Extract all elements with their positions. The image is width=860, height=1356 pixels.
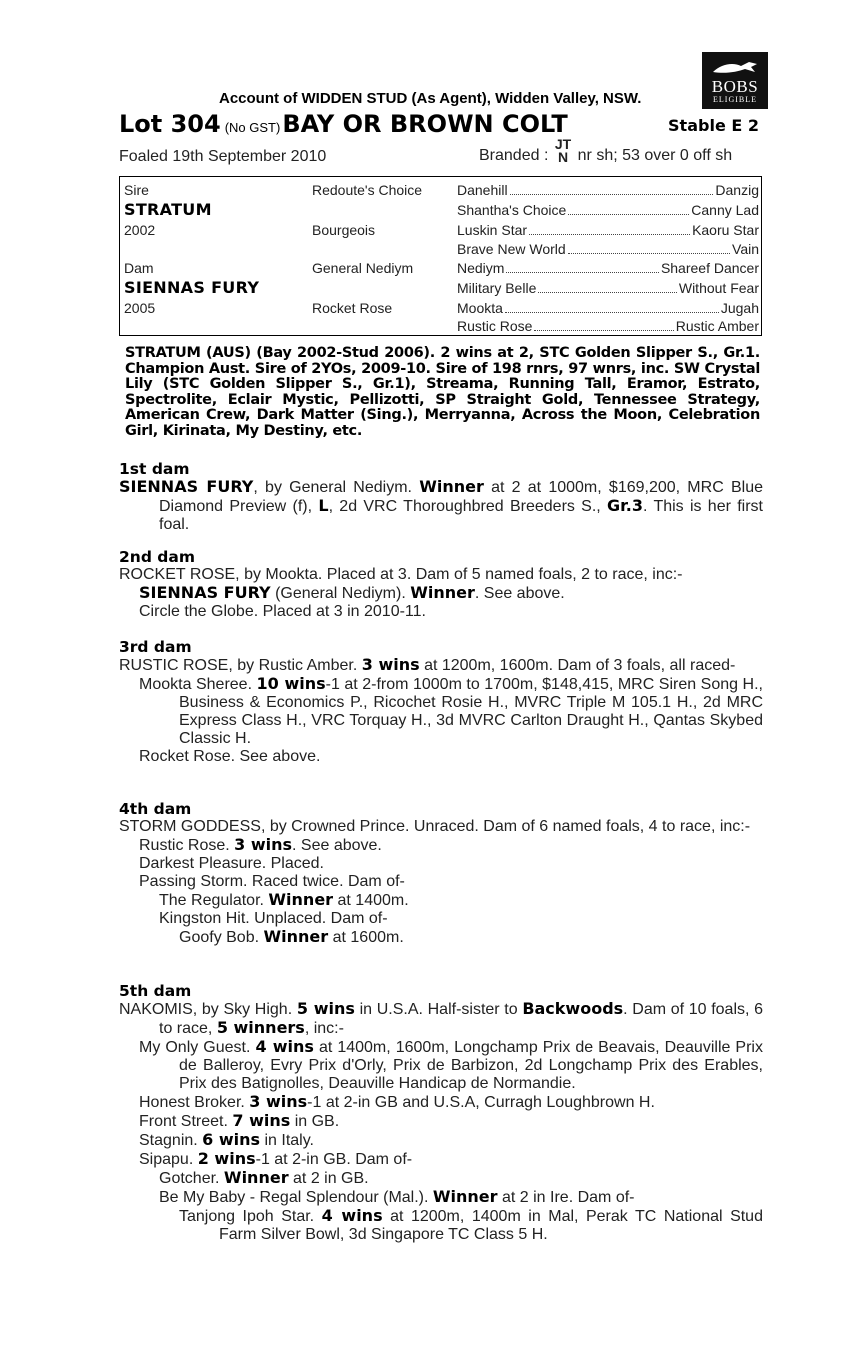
foal-entry bbox=[119, 1112, 763, 1131]
grandparent-row bbox=[457, 316, 759, 336]
text: at 1400m. bbox=[333, 892, 409, 909]
brand-info bbox=[479, 138, 732, 165]
wins: 3 wins bbox=[249, 1092, 308, 1111]
brand-top: JT bbox=[554, 136, 572, 152]
text: Tanjong Ipoh Star. bbox=[179, 1208, 322, 1225]
wins: 4 wins bbox=[321, 1206, 383, 1225]
sire-name: STRATUM bbox=[124, 200, 212, 219]
sire-summary: STRATUM (AUS) (Bay 2002-Stud 2006). 2 wins at 2, STC Golden Slipper S., Gr.1. Champion Aust. Sire of 2YOs, 2009-10. Sire of 198 rnrs, 97 wnrs, inc. SW Crystal Lily (STC Golden Slipper S., Gr.1), Streama, Running Tall, Eramor, Estrato, Spectrolite, Eclair Mystic, Pellizotti, SP Straight Gold, Tennessee Strategy, American Crew, Dark Matter (Sing.), Merryanna, Across the Moon, Celebration Girl, Kirinata, My Destiny, etc. bbox=[125, 345, 760, 439]
foal-entry bbox=[119, 584, 763, 603]
text: -1 at 2-in GB and U.S.A, Curragh Loughbrown H. bbox=[307, 1094, 655, 1111]
foal-entry bbox=[119, 675, 763, 748]
dam-paragraph bbox=[119, 478, 763, 534]
sire-label: Sire bbox=[124, 182, 149, 198]
ancestor: Military Belle bbox=[457, 280, 537, 296]
ancestor: Shareef Dancer bbox=[660, 260, 759, 276]
foal-entry: Passing Storm. Raced twice. Dam of- bbox=[139, 873, 405, 890]
text: Goofy Bob. bbox=[179, 929, 264, 946]
bobs-eligible-logo bbox=[702, 52, 768, 109]
dam-name: SIENNAS FURY bbox=[124, 278, 260, 297]
text: , 2d VRC Thoroughbred Breeders S., bbox=[328, 498, 608, 515]
horse-name: SIENNAS FURY bbox=[119, 477, 254, 496]
branded-label: Branded : bbox=[479, 147, 549, 164]
gst-note: (No GST) bbox=[224, 120, 281, 135]
text: RUSTIC ROSE, by Rustic Amber. bbox=[119, 657, 362, 674]
section-heading: 4th dam bbox=[119, 800, 192, 818]
ancestor: Jugah bbox=[720, 300, 759, 316]
wins: 5 winners bbox=[216, 1018, 305, 1037]
lot-number: Lot 304 bbox=[119, 110, 221, 138]
lot-description: BAY OR BROWN COLT bbox=[282, 110, 568, 138]
wins: Winner bbox=[263, 927, 329, 946]
text: . See above. bbox=[474, 585, 565, 602]
foaled-date: Foaled 19th September 2010 bbox=[119, 148, 327, 165]
grandparent-row bbox=[457, 220, 759, 240]
text: -1 at 2-in GB. Dam of- bbox=[255, 1151, 413, 1168]
ancestor: Vain bbox=[732, 241, 759, 257]
text: . Dam of 10 foals, 6 to race, bbox=[159, 1001, 764, 1037]
foal-entry bbox=[119, 1093, 763, 1112]
ancestor: Kaoru Star bbox=[692, 222, 759, 238]
logo-title: BOBS bbox=[711, 77, 759, 96]
ancestor: Danzig bbox=[715, 182, 759, 198]
text: The Regulator. bbox=[159, 892, 269, 909]
text: in Italy. bbox=[260, 1132, 314, 1149]
dam-intro bbox=[119, 656, 763, 675]
wins: 5 wins bbox=[296, 999, 355, 1018]
text: at 2 in Ire. Dam of- bbox=[497, 1189, 635, 1206]
listed-race: L bbox=[318, 496, 329, 515]
horse-name: Backwoods bbox=[522, 999, 624, 1018]
third-dam-section bbox=[119, 638, 763, 766]
wins: Winner bbox=[268, 890, 334, 909]
dam-sire: General Nediym bbox=[312, 260, 414, 276]
ancestor: Canny Lad bbox=[691, 202, 759, 218]
ancestor: Mookta bbox=[457, 300, 503, 316]
grandparent-row bbox=[457, 278, 759, 298]
wins: 2 wins bbox=[197, 1149, 256, 1168]
text: , inc:- bbox=[304, 1020, 344, 1037]
text: at 1400m, 1600m, Longchamp Prix de Beavais, Deauville Prix de Balleroy, Evry Prix d'Orly, Prix de Barbizon, 2d Longchamp Prix des Erables, Prix des Batignolles, Deauville Handicap de Normandie. bbox=[179, 1039, 763, 1092]
text: at 1600m. bbox=[328, 929, 404, 946]
foal-entry bbox=[119, 1207, 763, 1244]
text: at 1200m, 1400m in Mal, Perak TC National Stud Farm Silver Bowl, 3d Singapore TC Class 5 H. bbox=[219, 1208, 763, 1243]
foal-entry: Darkest Pleasure. Placed. bbox=[139, 855, 324, 872]
section-heading: 3rd dam bbox=[119, 638, 192, 656]
text: , by General Nediym. bbox=[253, 479, 420, 496]
ancestor: Shantha's Choice bbox=[457, 202, 567, 218]
stable-location: Stable E 2 bbox=[668, 116, 759, 135]
foal-entry bbox=[119, 928, 763, 947]
ancestor: Nediym bbox=[457, 260, 505, 276]
text: Stagnin. bbox=[139, 1132, 203, 1149]
wins: 10 wins bbox=[256, 674, 326, 693]
logo-subtitle: ELIGIBLE bbox=[713, 95, 757, 104]
dam-intro bbox=[119, 1000, 763, 1038]
text: Front Street. bbox=[139, 1113, 233, 1130]
foal-entry bbox=[119, 836, 763, 855]
text: Be My Baby - Regal Splendour (Mal.). bbox=[159, 1189, 433, 1206]
wins: 7 wins bbox=[232, 1111, 291, 1130]
text: Honest Broker. bbox=[139, 1094, 250, 1111]
grandparent-row bbox=[457, 298, 759, 318]
foal-entry: Rocket Rose. See above. bbox=[139, 748, 321, 765]
foal-entry: Circle the Globe. Placed at 3 in 2010-11. bbox=[139, 603, 426, 620]
grandparent-row bbox=[457, 258, 759, 278]
dam-intro: STORM GODDESS, by Crowned Prince. Unraced. Dam of 6 named foals, 4 to race, inc:- bbox=[119, 818, 751, 835]
brand-mark bbox=[555, 138, 571, 164]
foal-entry bbox=[119, 1169, 763, 1188]
grandparent-row bbox=[457, 180, 759, 200]
text: in GB. bbox=[290, 1113, 340, 1130]
text: Sipapu. bbox=[139, 1151, 198, 1168]
ancestor: Rustic Amber bbox=[675, 318, 759, 334]
fourth-dam-section bbox=[119, 800, 763, 947]
text: Mookta Sheree. bbox=[139, 676, 257, 693]
foal-entry: Kingston Hit. Unplaced. Dam of- bbox=[159, 910, 388, 927]
text: . See above. bbox=[292, 837, 382, 854]
text: (General Nediym). bbox=[270, 585, 411, 602]
sire-dam: Bourgeois bbox=[312, 222, 376, 238]
section-heading: 2nd dam bbox=[119, 548, 196, 566]
first-dam-section bbox=[119, 460, 763, 534]
second-dam-section bbox=[119, 548, 763, 621]
wins: 6 wins bbox=[202, 1130, 261, 1149]
section-heading: 5th dam bbox=[119, 982, 192, 1000]
text: -1 at 2-from 1000m to 1700m, $148,415, MRC Siren Song H., Business & Economics P., Ricochet Rosie H., MVRC Triple M 105.1 H., 2d MRC Express Class H., VRC Torquay H., 3d MVRC Carlton Draught H., Qantas Skybed Classic H. bbox=[179, 676, 764, 747]
dam-label: Dam bbox=[124, 260, 154, 276]
wins: 4 wins bbox=[255, 1037, 314, 1056]
text: in U.S.A. Half-sister to bbox=[354, 1001, 523, 1018]
foal-entry bbox=[119, 1038, 763, 1093]
section-heading: 1st dam bbox=[119, 460, 190, 478]
sire-sire: Redoute's Choice bbox=[312, 182, 423, 198]
foal-entry bbox=[119, 1188, 763, 1207]
group-race: Gr.3 bbox=[607, 496, 643, 515]
horse-icon bbox=[711, 58, 759, 76]
wins: 3 wins bbox=[361, 655, 420, 674]
foal-entry bbox=[119, 891, 763, 910]
foal-entry bbox=[119, 1131, 763, 1150]
text: at 2 in GB. bbox=[288, 1170, 369, 1187]
grandparent-row bbox=[457, 239, 759, 259]
grandparent-row bbox=[457, 200, 759, 220]
vendor-account: Account of WIDDEN STUD (As Agent), Widden Valley, NSW. bbox=[219, 90, 642, 107]
wins: Winner bbox=[223, 1168, 289, 1187]
pedigree-table bbox=[119, 176, 762, 336]
brand-bottom: N bbox=[557, 149, 569, 165]
ancestor: Without Fear bbox=[678, 280, 759, 296]
text: NAKOMIS, by Sky High. bbox=[119, 1001, 297, 1018]
dam-dam: Rocket Rose bbox=[312, 300, 393, 316]
ancestor: Brave New World bbox=[457, 241, 566, 257]
brand-description: nr sh; 53 over 0 off sh bbox=[577, 147, 733, 164]
dam-year: 2005 bbox=[124, 300, 156, 316]
text: My Only Guest. bbox=[139, 1039, 256, 1056]
horse-name: SIENNAS FURY bbox=[139, 583, 271, 602]
dam-intro: ROCKET ROSE, by Mookta. Placed at 3. Dam of 5 named foals, 2 to race, inc:- bbox=[119, 566, 683, 583]
ancestor: Rustic Rose bbox=[457, 318, 533, 334]
wins: Winner bbox=[410, 583, 475, 602]
wins: Winner bbox=[432, 1187, 498, 1206]
lot-header bbox=[119, 110, 763, 136]
text: Rustic Rose. bbox=[139, 837, 235, 854]
wins: Winner bbox=[419, 477, 484, 496]
ancestor: Luskin Star bbox=[457, 222, 528, 238]
text: . This is her first foal. bbox=[159, 498, 763, 533]
fifth-dam-section bbox=[119, 982, 763, 1244]
foal-entry bbox=[119, 1150, 763, 1169]
text: Gotcher. bbox=[159, 1170, 224, 1187]
sire-year: 2002 bbox=[124, 222, 156, 238]
ancestor: Danehill bbox=[457, 182, 508, 198]
text: at 2 at 1000m, $169,200, MRC Blue Diamond Preview (f), bbox=[159, 479, 763, 515]
text: at 1200m, 1600m. Dam of 3 foals, all raced- bbox=[419, 657, 736, 674]
wins: 3 wins bbox=[234, 835, 293, 854]
